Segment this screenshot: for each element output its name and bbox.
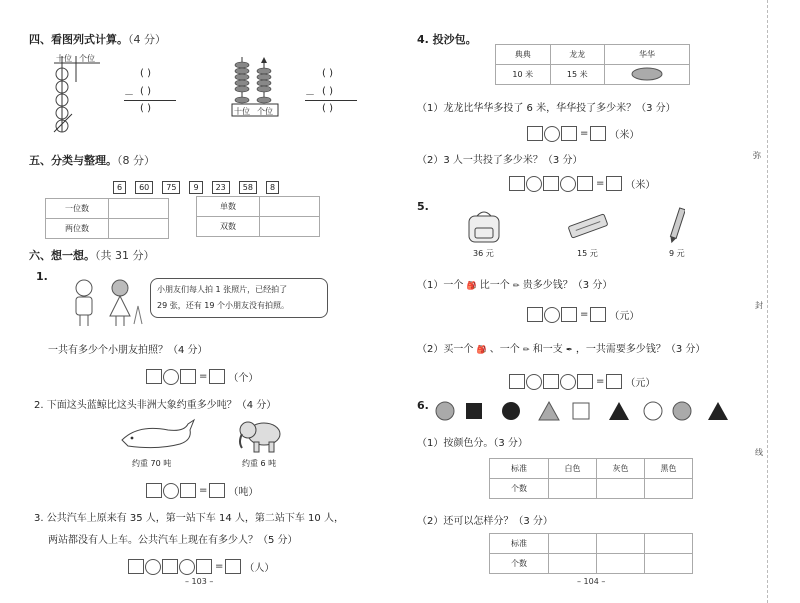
- q2-text: 2. 下面这头蓝鲸比这头非洲大象约重多少吨？（4 分）: [34, 400, 277, 411]
- operator-circle[interactable]: [544, 126, 560, 142]
- answer-paren: ( ): [322, 103, 333, 114]
- number-box: 75: [162, 181, 180, 194]
- answer-cell[interactable]: [260, 197, 320, 217]
- answer-box[interactable]: [146, 483, 162, 498]
- speech-bubble: 小朋友们每人拍 1 张照片，已经拍了 29 张，还有 19 个小朋友没有拍照。: [150, 278, 328, 318]
- ones-label: 个位: [257, 107, 273, 116]
- backpack-icon: 🎒: [476, 345, 487, 354]
- page-number: – 104 –: [577, 577, 606, 586]
- number-box: 8: [266, 181, 279, 194]
- binding-char: 线: [755, 448, 763, 457]
- number-box: 23: [212, 181, 230, 194]
- odd-even-table: 单数 双数: [196, 196, 320, 237]
- binding-char: 弥: [753, 151, 761, 160]
- operator-circle[interactable]: [163, 483, 179, 499]
- operator-circle[interactable]: [179, 559, 195, 575]
- answer-cell[interactable]: [645, 479, 693, 499]
- s4-q2-answer-row: = （米）: [509, 173, 655, 192]
- number-box: 9: [189, 181, 202, 194]
- answer-box[interactable]: [590, 307, 606, 322]
- unknown-value-oval: [605, 65, 690, 85]
- pencil-case-price: 15 元: [577, 249, 598, 258]
- section-5-heading: 5.: [417, 200, 429, 213]
- answer-box[interactable]: [561, 307, 577, 322]
- answer-paren: ( ): [140, 103, 151, 114]
- answer-cell[interactable]: [109, 219, 169, 239]
- answer-cell[interactable]: [597, 479, 645, 499]
- black-triangle-icon: [609, 402, 629, 420]
- digit-count-table: 一位数 两位数: [45, 198, 169, 239]
- answer-box[interactable]: [162, 559, 178, 574]
- answer-box[interactable]: [561, 126, 577, 141]
- q3-text-line1: 3. 公共汽车上原来有 35 人，第一站下车 14 人，第二站下车 10 人，: [34, 513, 344, 524]
- pencil-case-icon: [565, 212, 611, 240]
- answer-cell[interactable]: [645, 534, 693, 554]
- q1-answer-row: = （个）: [146, 366, 258, 385]
- answer-box[interactable]: [577, 176, 593, 191]
- pen-price: 9 元: [669, 249, 685, 258]
- q2-answer-row: = （吨）: [146, 480, 258, 499]
- ones-label: 个位: [79, 54, 95, 63]
- number-box: 6: [113, 181, 126, 194]
- section-6-heading: 六、想一想。（共 31 分）: [29, 249, 155, 262]
- tens-label: 十位: [56, 54, 72, 63]
- shapes-row: [433, 400, 733, 422]
- tens-ones-diagram: [48, 52, 108, 134]
- answer-paren: ( ): [322, 86, 333, 97]
- operator-circle[interactable]: [560, 374, 576, 390]
- white-circle-icon: [644, 402, 662, 420]
- answer-box[interactable]: [606, 176, 622, 191]
- answer-box[interactable]: [128, 559, 144, 574]
- answer-cell[interactable]: [597, 534, 645, 554]
- answer-cell[interactable]: [597, 554, 645, 574]
- s6-q1-text: （1）按颜色分。（3 分）: [417, 438, 528, 449]
- s6-q2-text: （2）还可以怎样分？（3 分）: [417, 516, 553, 527]
- answer-box[interactable]: [590, 126, 606, 141]
- answer-box[interactable]: [543, 176, 559, 191]
- answer-box[interactable]: [209, 483, 225, 498]
- answer-box[interactable]: [180, 369, 196, 384]
- question-number: 1.: [36, 270, 48, 283]
- s4-q2-text: （2）3 人一共投了多少米？（3 分）: [417, 155, 583, 166]
- q1-text: 一共有多少个小朋友拍照？（4 分）: [48, 345, 208, 356]
- page-number: – 103 –: [185, 577, 214, 586]
- section-4-heading: 四、看图列式计算。（4 分）: [29, 33, 166, 46]
- whale-weight: 约重 70 吨: [132, 459, 172, 468]
- operator-circle[interactable]: [544, 307, 560, 323]
- operator-circle[interactable]: [145, 559, 161, 575]
- binding-char: 封: [755, 301, 763, 310]
- answer-cell[interactable]: [549, 554, 597, 574]
- s5-q2-text: （2）买一个 🎒 、一个 ✏ 和一支 ✒ ，一共需要多少钱？（3 分）: [417, 344, 706, 355]
- minus-sign: －: [124, 90, 134, 101]
- backpack-price: 36 元: [473, 249, 494, 258]
- answer-cell[interactable]: [260, 217, 320, 237]
- gray-circle-icon: [673, 402, 691, 420]
- answer-paren: ( ): [140, 86, 151, 97]
- black-triangle-icon: [708, 402, 728, 420]
- answer-paren: ( ): [140, 68, 151, 79]
- answer-box[interactable]: [527, 307, 543, 322]
- color-sort-table: 标准 白色 灰色 黑色 个数: [489, 458, 693, 499]
- pencil-case-icon: ✏: [522, 345, 530, 354]
- section-4-heading: 4. 投沙包。: [417, 33, 477, 46]
- answer-cell[interactable]: [549, 534, 597, 554]
- s5-q1-answer-row: = （元）: [527, 304, 639, 323]
- pen-icon: [669, 206, 685, 246]
- pen-icon: ✒: [565, 345, 573, 354]
- left-page: [0, 0, 395, 603]
- answer-box[interactable]: [606, 374, 622, 389]
- black-circle-icon: [502, 402, 520, 420]
- gray-triangle-icon: [539, 402, 559, 420]
- answer-cell[interactable]: [549, 479, 597, 499]
- q3-text-line2: 两站都没有人上车。公共汽车上现在有多少人？（5 分）: [48, 535, 298, 546]
- binding-line: [767, 0, 768, 603]
- s4-q1-text: （1）龙龙比华华多投了 6 米，华华投了多少米？（3 分）: [417, 103, 676, 114]
- answer-box[interactable]: [146, 369, 162, 384]
- pencil-case-icon: ✏: [512, 281, 520, 290]
- s5-q1-text: （1）一个 🎒 比一个 ✏ 贵多少钱？（3 分）: [417, 280, 613, 291]
- divider: [124, 100, 176, 101]
- minus-sign: －: [305, 90, 315, 101]
- operator-circle[interactable]: [163, 369, 179, 385]
- number-box: 60: [135, 181, 153, 194]
- section-5-heading: 五、分类与整理。（8 分）: [29, 154, 155, 167]
- throw-distance-table: 典典 龙龙 华华 10 米 15 米: [495, 44, 690, 85]
- q3-answer-row: = （人）: [128, 556, 274, 575]
- backpack-icon: 🎒: [466, 281, 477, 290]
- operator-circle[interactable]: [526, 176, 542, 192]
- operator-circle[interactable]: [560, 176, 576, 192]
- answer-box[interactable]: [225, 559, 241, 574]
- white-square-icon: [573, 403, 589, 419]
- answer-cell[interactable]: [645, 554, 693, 574]
- answer-paren: ( ): [322, 68, 333, 79]
- custom-sort-table: 标准 个数: [489, 533, 693, 574]
- children-photo-illustration: [68, 276, 148, 328]
- divider: [305, 100, 357, 101]
- backpack-icon: [463, 208, 505, 244]
- operator-circle[interactable]: [526, 374, 542, 390]
- elephant-icon: [236, 416, 286, 454]
- answer-box[interactable]: [577, 374, 593, 389]
- right-page: [395, 0, 800, 603]
- answer-box[interactable]: [509, 374, 525, 389]
- answer-box[interactable]: [527, 126, 543, 141]
- number-list: [113, 175, 288, 194]
- tens-label: 十位: [234, 107, 250, 116]
- answer-box[interactable]: [209, 369, 225, 384]
- answer-box[interactable]: [196, 559, 212, 574]
- black-square-icon: [466, 403, 482, 419]
- gray-circle-icon: [436, 402, 454, 420]
- answer-box[interactable]: [543, 374, 559, 389]
- answer-box[interactable]: [180, 483, 196, 498]
- elephant-weight: 约重 6 吨: [242, 459, 277, 468]
- number-box: 58: [239, 181, 257, 194]
- s5-q2-answer-row: = （元）: [509, 371, 655, 390]
- s4-q1-answer-row: = （米）: [527, 123, 639, 142]
- answer-box[interactable]: [509, 176, 525, 191]
- section-6-heading: 6.: [417, 399, 429, 412]
- whale-icon: [118, 418, 196, 452]
- answer-cell[interactable]: [109, 199, 169, 219]
